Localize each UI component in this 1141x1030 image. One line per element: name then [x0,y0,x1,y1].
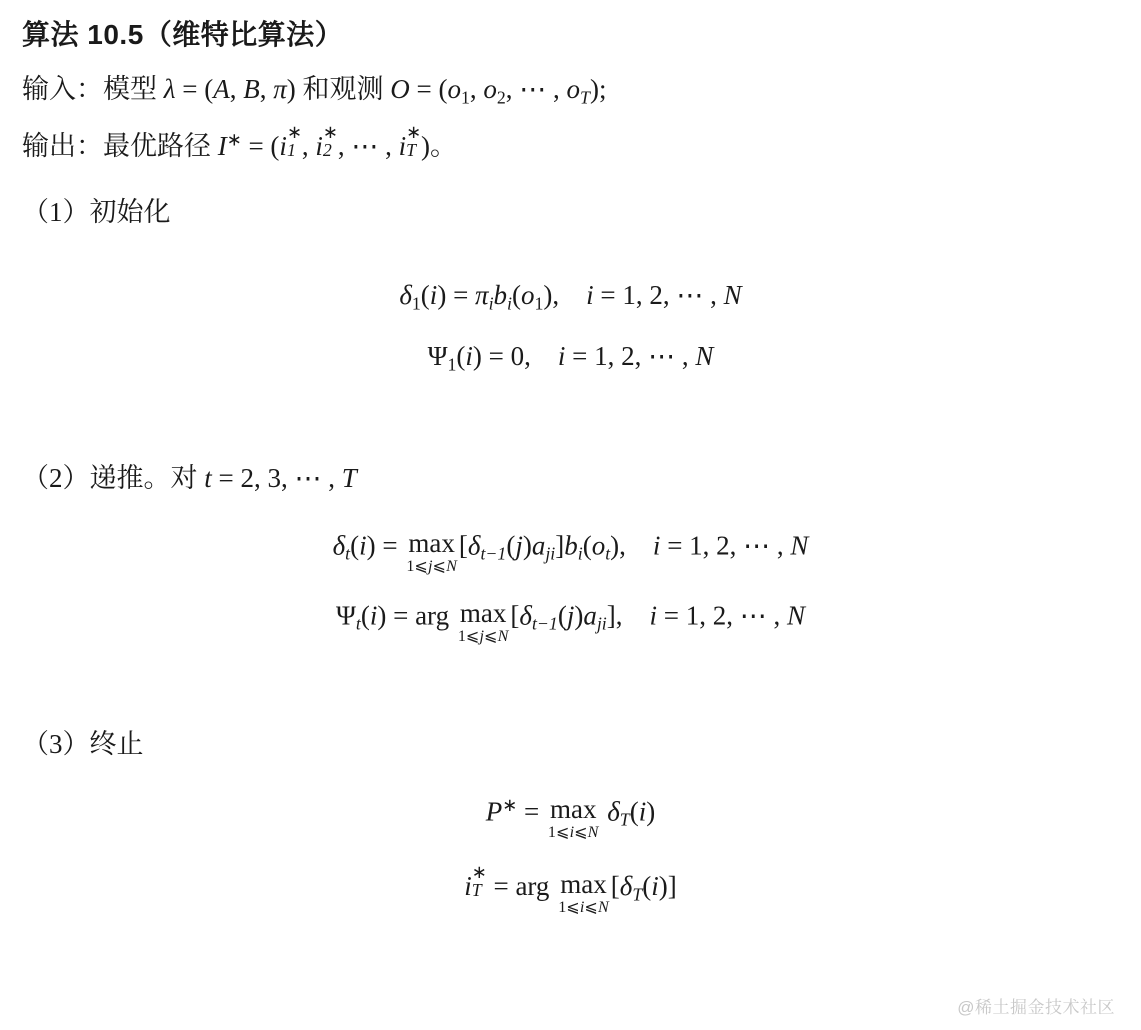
step-3-heading [22,723,1119,766]
step-2-heading [22,457,1119,500]
equation-i-star: i ∗ T = arg max 1⩽i⩽N $[\delta_T(i)]$ [464,862,677,916]
max-operator-j: max 1⩽j⩽N [406,527,457,575]
page-title: 算法 10.5（维特比算法） [22,19,344,50]
watermark: @稀土掘金技术社区 [957,998,1115,1017]
observation-formula: O = (o1, o2, ⋯ , $o_T$); [390,74,607,108]
step-3-label: 终止 [89,728,144,759]
max-operator-i: max 1⩽i⩽N [547,793,599,841]
max-operator-i-2: max 1⩽i⩽N [558,868,609,916]
output-label: 输出： [22,131,103,162]
input-text-2: 和观测 [302,74,391,104]
equation-delta-recursion: $\delta_t(i)$ = max 1⩽j⩽N $[\delta_{t-1}(j)a_{ji}]b_i(o_t)$, i = 1, 2, ⋯ , N [332,527,809,575]
input-line [22,68,1119,112]
max-operator-j-2: max 1⩽j⩽N [457,598,509,646]
step-1-label: 初始化 [89,197,171,228]
input-formula: λ = (A, B, π) [163,74,296,104]
step-1-heading [22,191,1119,234]
step-2-label: 递推。对 [89,462,205,493]
step-2-marker: （2） [22,462,90,493]
step-3-marker: （3） [22,728,90,759]
spacer-2 [22,667,1119,701]
output-formula: I∗ = (i ∗ 1 , i ∗ 2 , ⋯ , i ∗ T ) [217,122,431,162]
step-1-marker: （1） [22,197,90,228]
equation-p-star: P∗ = max 1⩽i⩽N $\delta_T(i)$ [485,793,656,841]
output-period: 。 [430,131,458,162]
input-text-1: 模型 [103,74,164,104]
input-label: 输入： [22,74,103,104]
equation-psi-recursion: $\Psi_t(i)$ = arg max 1⩽j⩽N $[\delta_{t-1}(j)a_{ji}]$, i = 1, 2, ⋯ , N [335,598,806,646]
spacer-1 [22,401,1119,435]
equation-delta-init: $\delta 1(i) = \pi_ib_i(o1)$, i = 1, 2, ⋯ , N [399,280,742,314]
output-line [22,122,1119,169]
output-text: 最优路径 [103,131,218,162]
equation-psi-init: Ψ1(i) = 0, i = 1, 2, ⋯ , N [427,340,714,374]
step-2-condition: t = 2, 3, ⋯ , T [204,462,357,493]
